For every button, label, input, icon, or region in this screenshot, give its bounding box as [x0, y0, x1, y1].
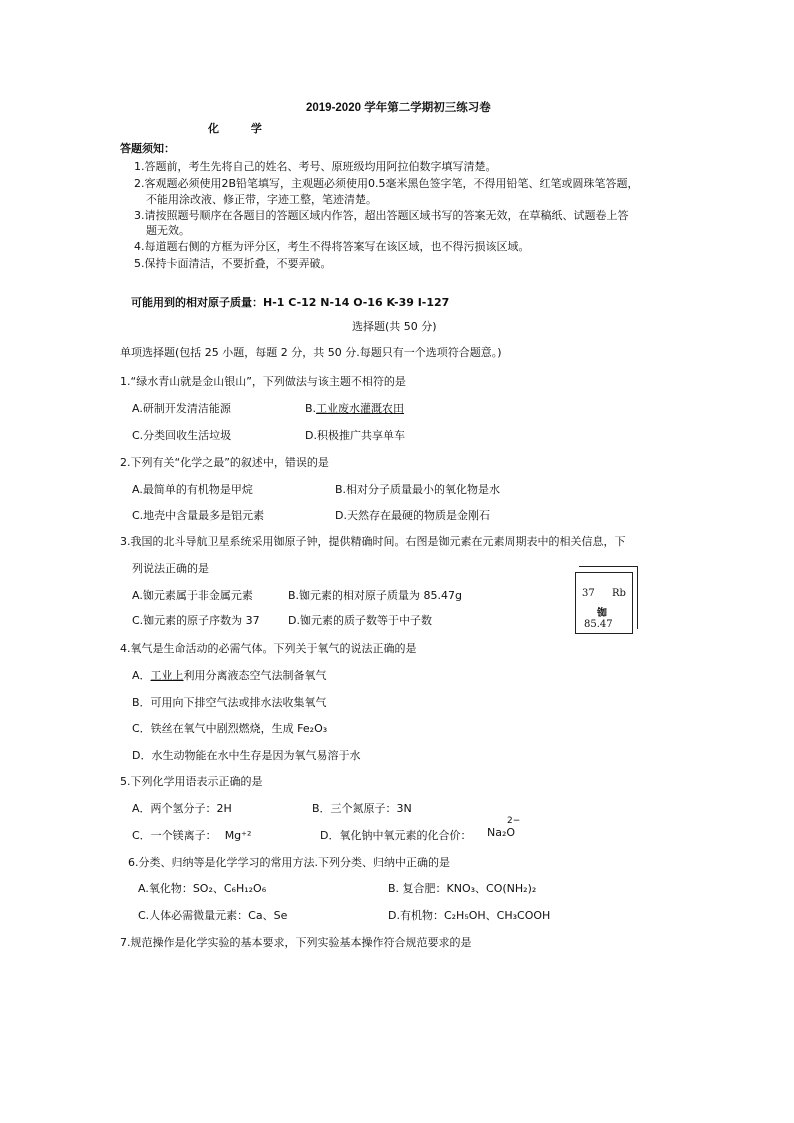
sodium-oxide-formula — [487, 816, 521, 839]
instruction-item: 1.答题前，考生先将自己的姓名、考号、原班级均用阿拉伯数字填写清楚。 — [134, 160, 497, 173]
q2-option-c: C.地壳中含量最多是铝元素 — [132, 509, 265, 522]
q6-option-a: A.氧化物：SO₂、C₆H₁₂O₆ — [138, 882, 267, 895]
q3-option-b: B.铷元素的相对原子质量为 85.47g — [288, 589, 463, 602]
question-6-stem: 6.分类、归纳等是化学学习的常用方法.下列分类、归纳中正确的是 — [128, 856, 450, 869]
q1-option-b — [305, 402, 404, 416]
q1-option-c: C.分类回收生活垃圾 — [132, 429, 232, 442]
question-2-stem: 2.下列有关“化学之最”的叙述中，错误的是 — [120, 456, 329, 469]
q3-option-d: D.铷元素的质子数等于中子数 — [288, 614, 432, 627]
question-7-stem: 7.规范操作是化学实验的基本要求，下列实验基本操作符合规范要求的是 — [120, 936, 472, 949]
oxygen-valence: 2− — [507, 816, 521, 826]
q4-option-a-prefix: A． — [132, 669, 151, 682]
question-4-stem: 4.氧气是生命活动的必需气体。下列关于氧气的说法正确的是 — [120, 642, 417, 655]
q6-option-b: B. 复合肥：KNO₃、CO(NH₂)₂ — [388, 882, 537, 895]
q3-option-a: A.铷元素属于非金属元素 — [132, 589, 253, 602]
cell-edge-side — [632, 567, 638, 629]
q4-option-b: B．可用向下排空气法或排水法收集氧气 — [132, 696, 327, 709]
q5-option-c — [132, 829, 251, 843]
element-name: 铷 — [597, 608, 607, 619]
element-symbol: Rb — [612, 588, 626, 599]
q6-option-d: D.有机物：C₂H₅OH、CH₃COOH — [388, 909, 551, 922]
instructions-heading: 答题须知： — [120, 142, 175, 155]
instruction-item: 5.保持卡面清洁，不要折叠，不要弄破。 — [134, 257, 332, 270]
q5-option-b: B．三个氮原子：3N — [312, 802, 412, 815]
subject-label: 化 学 — [208, 122, 276, 135]
q5-option-c-text: C．一个镁离子： — [132, 829, 217, 842]
q4-option-a-rest: 利用分离液态空气法制备氧气 — [183, 669, 327, 682]
q1-option-b-prefix: B. — [305, 402, 317, 415]
q2-option-b: B.相对分子质量最小的氧化物是水 — [335, 483, 501, 496]
atomic-mass: 85.47 — [584, 619, 613, 630]
periodic-table-cell-rubidium — [575, 572, 633, 634]
question-5-stem: 5.下列化学用语表示正确的是 — [120, 775, 263, 788]
cell-edge-top — [579, 566, 638, 573]
q5-option-a: A．两个氢分子：2H — [132, 802, 232, 815]
instruction-item: 不能用涂改液、修正带，字迹工整，笔迹清楚。 — [146, 193, 377, 206]
atomic-masses: 可能用到的相对原子质量：H-1 C-12 N-14 O-16 K-39 I-127 — [131, 296, 450, 309]
q1-option-d: D.积极推广共享单车 — [305, 429, 405, 442]
instruction-item: 4.每道题右侧的方框为评分区，考生不得将答案写在该区域，也不得污损该区域。 — [134, 240, 530, 253]
page-title: 2019-2020 学年第二学期初三练习卷 — [306, 102, 491, 114]
section-description: 单项选择题(包括 25 小题，每题 2 分，共 50 分.每题只有一个选项符合题意。) — [120, 346, 502, 359]
section-title: 选择题(共 50 分) — [352, 320, 437, 333]
question-3-stem-cont: 列说法正确的是 — [132, 562, 209, 575]
q5-option-d: D．氧化钠中氧元素的化合价： — [320, 829, 472, 842]
q3-option-c: C.铷元素的原子序数为 37 — [132, 614, 260, 627]
instruction-item: 2.客观题必须使用2B铅笔填写，主观题必须使用0.5毫米黑色签字笔，不得用铅笔、红笔或圆珠笔答题， — [134, 177, 639, 190]
instruction-item: 题无效。 — [146, 224, 190, 237]
q2-option-a: A.最简单的有机物是甲烷 — [132, 483, 253, 496]
sodium-oxide-text: Na₂O — [487, 826, 516, 839]
q4-option-a-underlined: 工业上 — [150, 669, 184, 682]
q4-option-a — [132, 669, 327, 683]
q2-option-d: D.天然存在最硬的物质是金刚石 — [335, 509, 490, 522]
q1-option-b-text: 工业废水灌溉农田 — [316, 402, 405, 415]
magnesium-ion-formula: Mg⁺² — [224, 829, 252, 842]
question-3-stem: 3.我国的北斗导航卫星系统采用铷原子钟，提供精确时间。右图是铷元素在元素周期表中的相关信息，下 — [120, 535, 626, 548]
q6-option-c: C.人体必需微量元素：Ca、Se — [138, 909, 288, 922]
q4-option-c: C．铁丝在氧气中剧烈燃烧，生成 Fe₂O₃ — [132, 722, 328, 735]
question-1-stem: 1.“绿水青山就是金山银山”，下列做法与该主题不相符的是 — [120, 375, 406, 388]
atomic-number: 37 — [582, 588, 595, 599]
instruction-item: 3.请按照题号顺序在各题目的答题区域内作答，超出答题区域书写的答案无效，在草稿纸、试题卷上答 — [134, 209, 629, 222]
q1-option-a: A.研制开发清洁能源 — [132, 402, 231, 415]
q4-option-d: D．水生动物能在水中生存是因为氧气易溶于水 — [132, 749, 361, 762]
